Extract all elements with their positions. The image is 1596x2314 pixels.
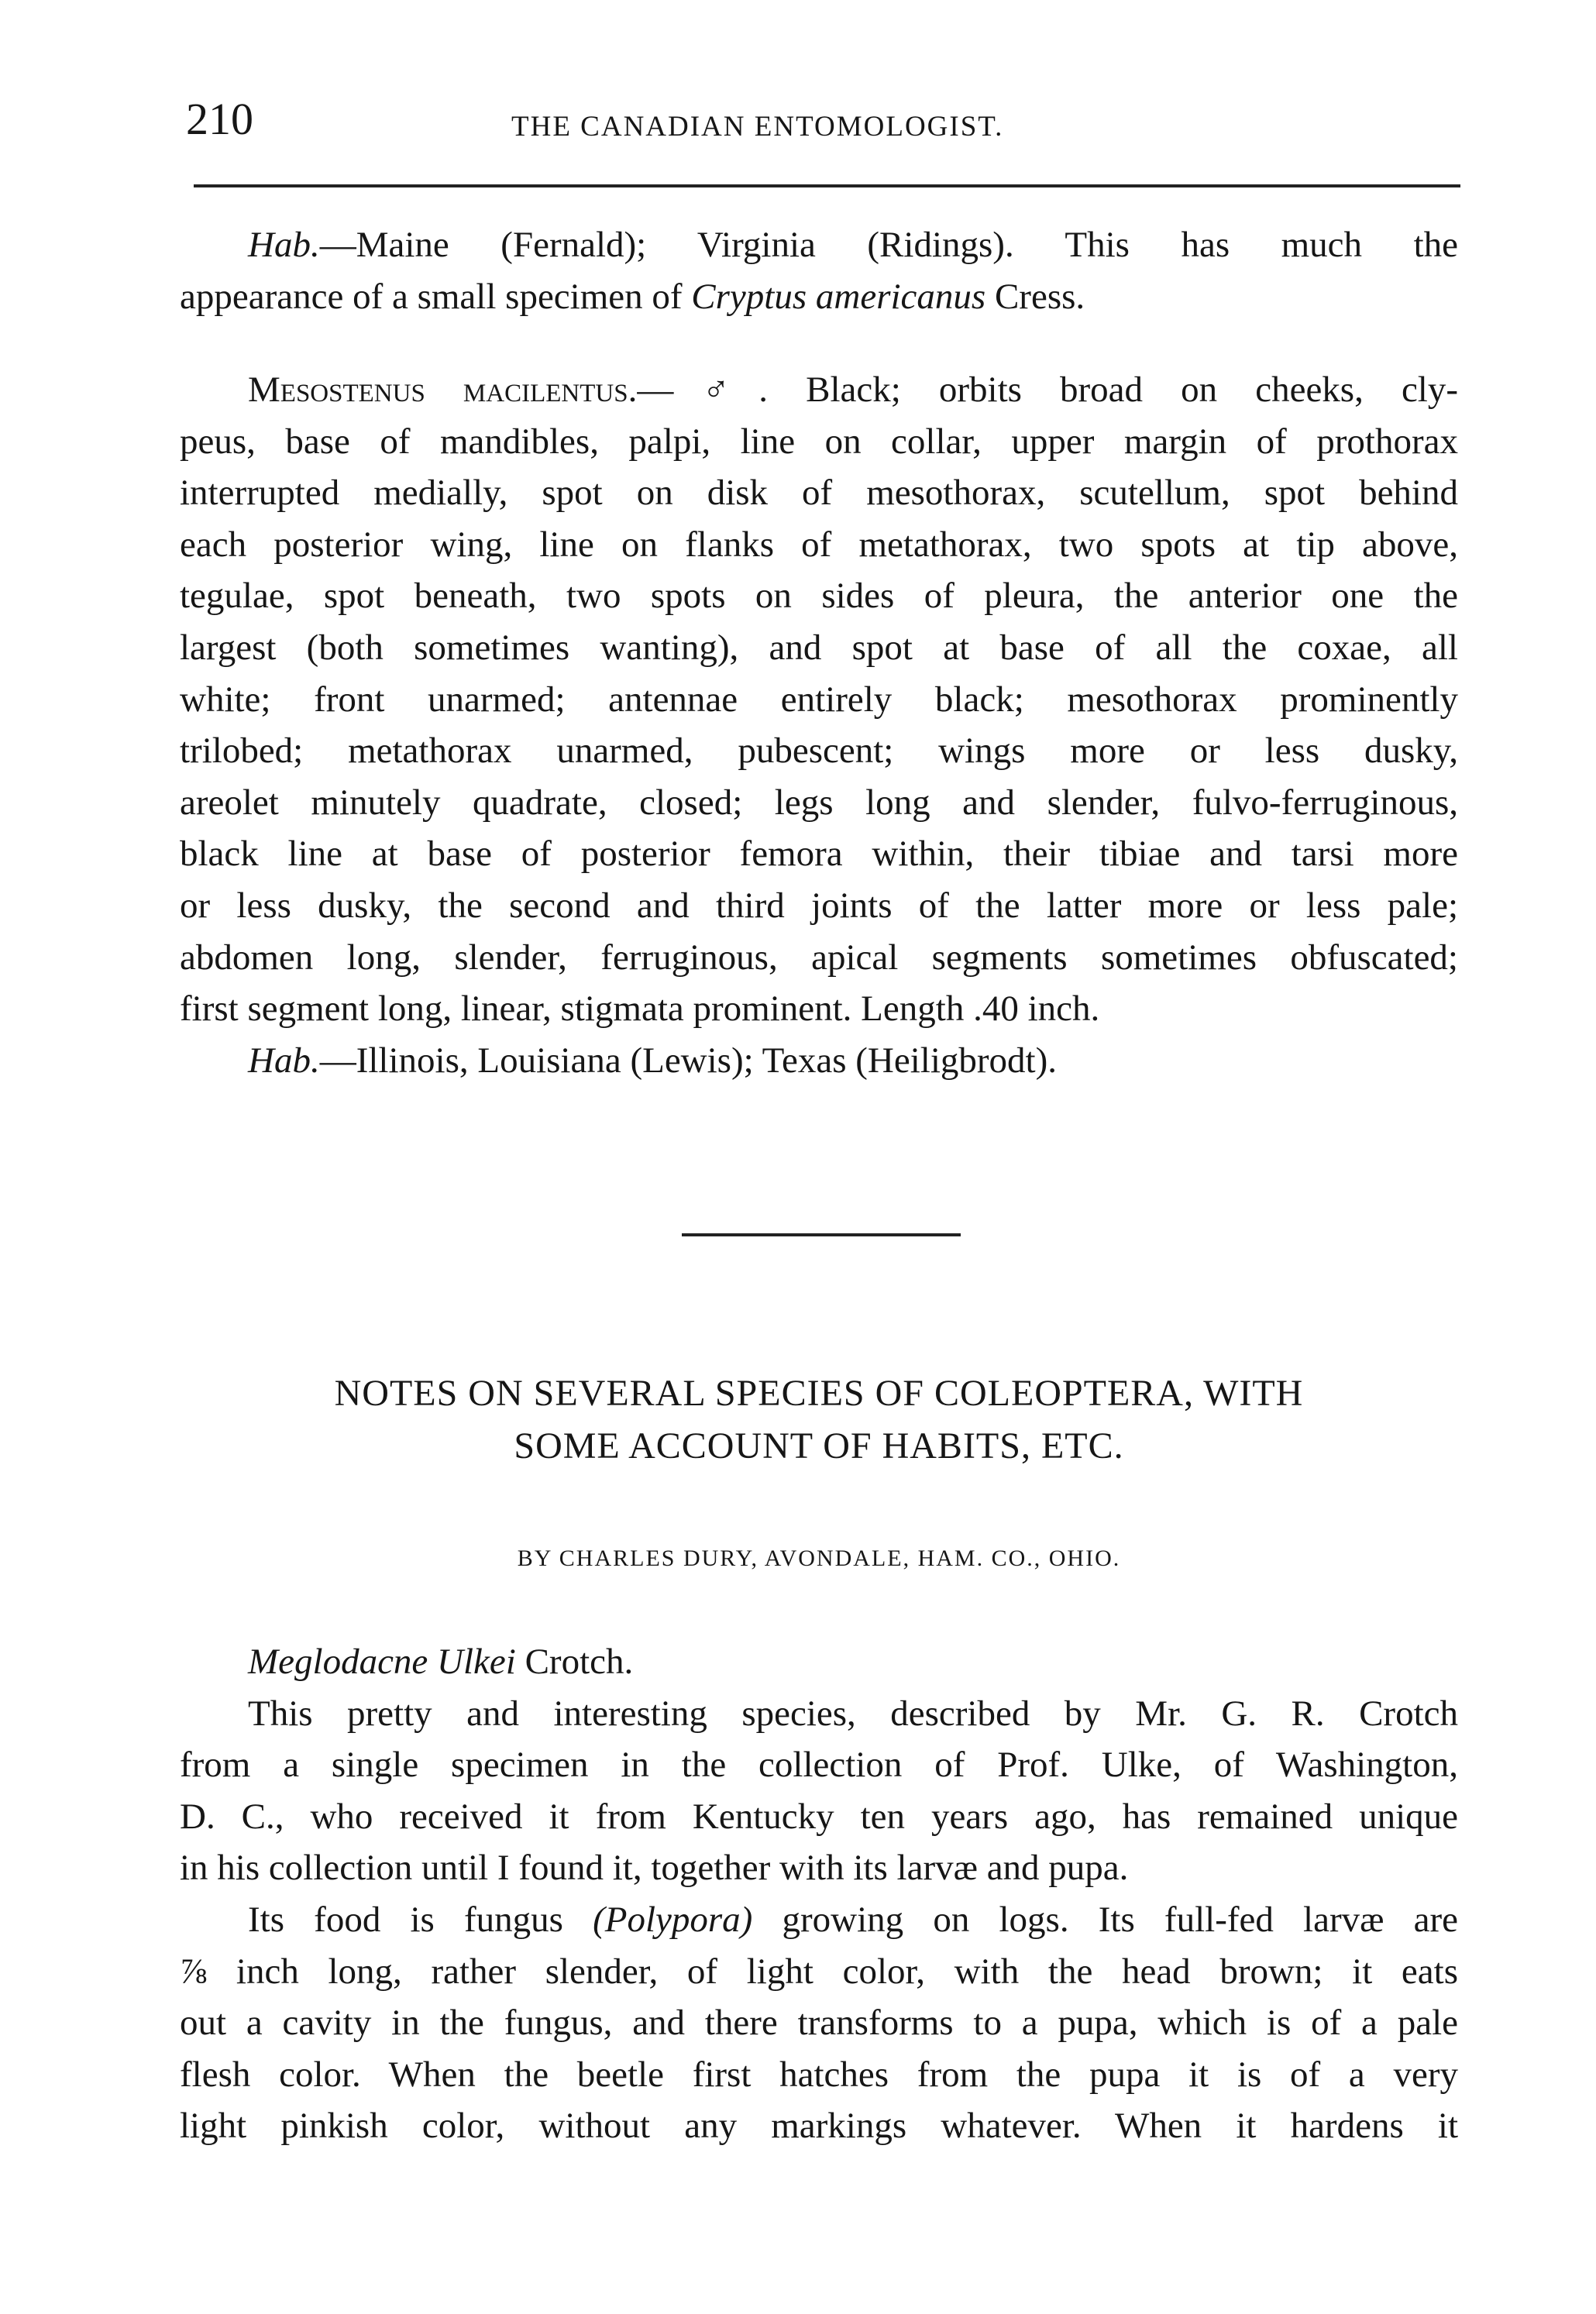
text-line: first segment long, linear, stigmata prominent. Length .40 inch. <box>180 989 1100 1030</box>
text-line: white; front unarmed; antennae entirely black; mesothorax prominently <box>180 679 1458 720</box>
text-line: areolet minutely quadrate, closed; legs long and slender, fulvo-ferruginous, <box>180 782 1458 823</box>
hab-text: —Maine (Fernald); Virginia (Ridings). This has much the <box>319 225 1458 265</box>
text-line <box>180 271 1458 323</box>
text-line: D. C., who received it from Kentucky ten years ago, has remained unique <box>180 1796 1458 1837</box>
hab-label: Hab. <box>248 1040 320 1081</box>
sex-symbol: —♂. <box>637 370 807 410</box>
meglodacne-section <box>180 1636 1458 2152</box>
page-number: 210 <box>186 94 253 144</box>
mesostenus-description <box>180 364 1458 1086</box>
text-span: Its food is fungus <box>248 1899 593 1940</box>
species-author: Crotch. <box>515 1642 634 1682</box>
hab-text: —Illinois, Louisiana (Lewis); Texas (Heiligbrodt). <box>319 1040 1058 1081</box>
text-span: Cress. <box>985 276 1085 317</box>
text-line: interrupted medially, spot on disk of mesothorax, scutellum, spot behind <box>180 473 1458 514</box>
text-line: largest (both sometimes wanting), and spot at base of all the coxae, all <box>180 627 1458 668</box>
header-rule <box>194 184 1460 187</box>
running-title: THE CANADIAN ENTOMOLOGIST. <box>511 111 1004 143</box>
species-name: Meglodacne Ulkei <box>248 1642 516 1682</box>
hab-label: Hab. <box>248 225 320 265</box>
text-line <box>180 1894 1458 1946</box>
text-line: flesh color. When the beetle first hatches from the pupa it is of a very <box>180 2054 1458 2095</box>
article-byline: BY CHARLES DURY, AVONDALE, HAM. CO., OHIO. <box>517 1546 1121 1571</box>
text-line: from a single specimen in the collection of Prof. Ulke, of Washington, <box>180 1745 1458 1786</box>
text-line: This pretty and interesting species, described by Mr. G. R. Crotch <box>248 1693 1458 1734</box>
text-line: or less dusky, the second and third joints of the latter more or less pale; <box>180 885 1458 926</box>
article-title-line: SOME ACCOUNT OF HABITS, ETC. <box>514 1425 1124 1466</box>
text-line: trilobed; metathorax unarmed, pubescent; wings more or less dusky, <box>180 731 1458 772</box>
text-line: black line at base of posterior femora within, their tibiae and tarsi more <box>180 834 1458 875</box>
hab-paragraph-cryptus <box>180 219 1458 322</box>
section-divider <box>682 1233 961 1236</box>
text-line <box>180 219 1458 271</box>
text-line: abdomen long, slender, ferruginous, apical segments sometimes obfuscated; <box>180 937 1458 978</box>
text-line: light pinkish color, without any markings whatever. When it hardens it <box>180 2106 1458 2147</box>
text-line: tegulae, spot beneath, two spots on sides of pleura, the anterior one the <box>180 576 1458 617</box>
text-line: out a cavity in the fungus, and there transforms to a pupa, which is of a pale <box>180 2003 1458 2044</box>
text-line: peus, base of mandibles, palpi, line on collar, upper margin of prothorax <box>180 421 1458 462</box>
text-line: each posterior wing, line on flanks of metathorax, two spots at tip above, <box>180 524 1458 565</box>
species-name: Cryptus americanus <box>691 276 986 317</box>
species-heading: Mesostenus macilentus. <box>248 370 638 410</box>
text-line: in his collection until I found it, together with its larvæ and pupa. <box>180 1848 1129 1889</box>
species-heading <box>180 1636 1458 1688</box>
text-line <box>180 1035 1458 1087</box>
text-span: Black; orbits broad on cheeks, cly- <box>806 370 1459 410</box>
text-span: growing on logs. Its full-fed larvæ are <box>752 1899 1458 1940</box>
article-title <box>180 1367 1458 1473</box>
text-line: ⅞ inch long, rather slender, of light color, with the head brown; it eats <box>180 1951 1458 1992</box>
text-line <box>180 364 1458 416</box>
page-header <box>186 93 1457 155</box>
article-title-line: NOTES ON SEVERAL SPECIES OF COLEOPTERA, WITH <box>334 1373 1304 1414</box>
fungus-name: (Polypora) <box>593 1899 753 1940</box>
text-span: appearance of a small specimen of <box>180 276 692 317</box>
